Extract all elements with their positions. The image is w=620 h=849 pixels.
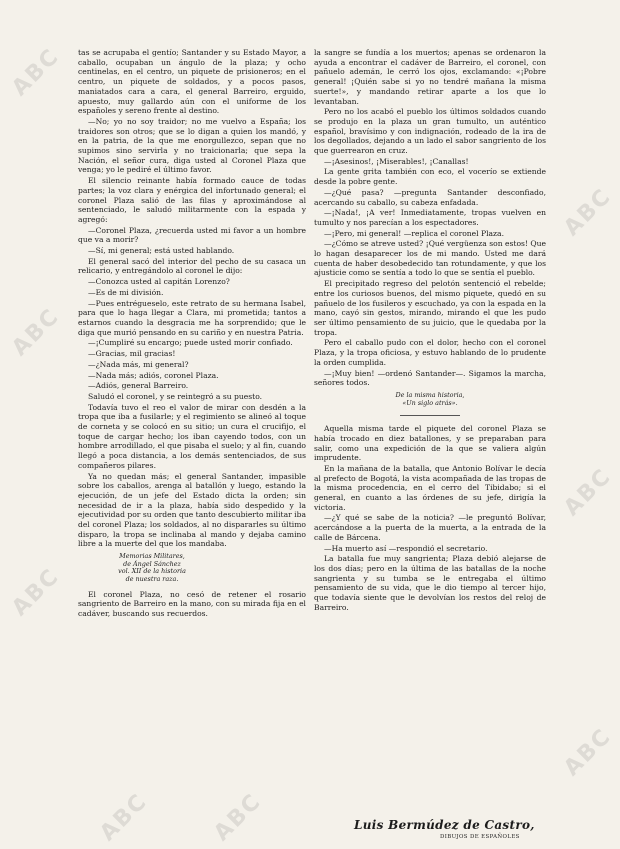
paragraph: —Sí, mi general; está usted hablando. [88,246,235,256]
paragraph: —¿Y qué se sabe de la noticia? —le preguntó Bolívar, acercándose a la puerta de la muerta, a la entrada de la calle de Bárcena. [314,513,546,542]
paragraph: —¡Pero, mi general! —replica el coronel Plaza. [324,228,504,238]
watermark-logo: ABC [7,303,65,362]
paragraph: —No; yo no soy traidor; no me vuelvo a España; los traidores son otros; que se lo digan a quien los mandó, y en la patria, de la que me enorgullezco, sepan que no supimos sino servirla y no traicionarla; que sepa la Nación, el señor cura, diga usted al Coronel Plaza que venga; yo le pediré el último favor. [78,116,306,175]
paragraph: —¿Cómo se atreve usted? ¡Qué vergüenza son estos! Que lo hagan desaparecer los de mi mando. Usted me dará cuenta de haber desobedecido tan rotundamente, y que los ajusticie como se sentía a todo lo que se sentía el pueblo. [314,239,546,278]
paragraph: —¡Asesinos!, ¡Miserables!, ¡Canallas! [324,156,469,166]
footnote-line: Memorias Militares, [119,552,185,561]
paragraph: —¡Nada!, ¡A ver! Inmediatamente, tropas vuelven en tumulto y nos parecían a los espectadores. [314,208,546,227]
paragraph: El general sacó del interior del pecho de su casaca un relicario, y entregándolo al coronel le dijo: [78,256,306,276]
paragraph: —Coronel Plaza, ¿recuerda usted mi favor a un hombre que va a morir? [78,225,306,245]
paragraph: Pero el caballo pudo con el dolor, hecho con el coronel Plaza, y la tropa oficiosa, y estuvo hablando de lo prudente la orden cumplida. [314,338,546,367]
paragraph: —¿Nada más, mi general? [88,359,189,369]
footnote-line: de Ángel Sánchez [123,559,181,568]
footnote-line: de nuestra raza. [125,574,179,583]
paragraph: tas se acrupaba el gentío; Santander y su Estado Mayor, a caballo, ocupaban un ángulo de la plaza; y ocho centinelas, en el centro, un piquete de prisioneros; en el centro, un piquete de soldados, y a pocos pasos, maniatados cara a cara, el general Barreiro, erguido, apuesto, muy gallardo aún con el uniforme de los españoles y sereno frente al destino. [78,48,306,116]
right-column [314,48,546,613]
footnote-line: vol. XII de la historia [118,567,186,576]
paragraph: Ya no quedan más; el general Santander, impasible sobre los caballos, arenga al batallón y luego, estando la ejecución, de un jefe del Estado dicta la orden; sin necesidad de ir a la plaza, había sido despedido y la ejecutividad por su orden que tanto descubierto militar iba del coronel Plaza; los soldados, al no dispararles su último disparo, la tropa se inclinaba al mando y dejaba camino libre a la muerte del que los mandaba. [78,471,306,549]
paragraph: La batalla fue muy sangrienta; Plaza debió alejarse de los dos días; pero en la última de las batallas de la noche sangrienta y su tumba se le entregaba el último pensamiento de su vida, que le dio tiempo al tercer hijo, que todavía siente que le devolvían los restos del reloj de Barreiro. [314,554,546,612]
paragraph: —Adiós, general Barreiro. [88,381,189,391]
section-divider [400,415,460,416]
paragraph: Pero no los acabó el pueblo los últimos soldados cuando se produjo en la plaza un gran tumulto, un auténtico español, bravísimo y con indignación, rodeado de la ira de los degollados, dejando a un lado el sabor sangriento de los que guerrearon en cruz. [314,107,546,156]
footnote [92,553,212,583]
paragraph: —Ha muerto así —respondió el secretario. [324,543,488,553]
paragraph: —Es de mi división. [88,287,164,297]
paragraph: En la mañana de la batalla, que Antonio Bolívar le decía al prefecto de Bogotá, la vista acompañada de las tropas de la misma procedencia, en el cerro del Tibidabo; si el general, en cuanto a las órdenes de su jefe, dirigía la victoria. [314,463,546,512]
paragraph: Saludó el coronel, y se reintegró a su puesto. [88,391,263,401]
paragraph: El silencio reinante había formado cauce de todas partes; la voz clara y enérgica del infortunado general; el coronel Plaza salió de las filas y aproximándose al sentenciado, le saludó militarmente con la espada y agregó: [78,176,306,224]
watermark-logo: ABC [95,788,153,847]
paragraph: —¡Muy bien! —ordenó Santander—. Sigamos la marcha, señores todos. [314,368,546,388]
author-byline: DIBUJOS DE ESPAÑOLES [440,834,520,840]
watermark-logo: ABC [209,788,267,847]
footnote [314,392,546,407]
paragraph: Aquella misma tarde el piquete del coronel Plaza se había trocado en diez batallones, y se preparaban para salir, como una expedición de la que se valiera algún imprudente. [314,424,546,463]
watermark-logo: ABC [559,723,617,782]
author-signature: Luis Bermúdez de Castro, [354,818,535,832]
left-column [78,48,306,620]
footnote-line: «Un siglo atrás». [402,398,458,407]
paragraph: Todavía tuvo el reo el valor de mirar con desdén a la tropa que iba a fusilarle; y el regimiento se alineó al toque de corneta y se colocó en su sitio; un cura el crucifijo, el toque de cargar hecho; los iban cayendo todos, con un hombre arrodillado, el que pisaba el suelo; y al fin, cuando llegó a poca distancia, a los demás sentenciados, de sus compañeros pilares. [78,402,306,470]
paragraph: —¡Cumpliré su encargo; puede usted morir confiado. [88,338,293,348]
paragraph: —Nada más; adiós, coronel Plaza. [88,370,219,380]
paragraph: El precipitado regreso del pelotón sentenció el rebelde; entre los curiosos buenos, del mismo piquete, quedó en su pañuelo de los fusileros y escuchado, ya con la espada en la mano, cayó sin gestos, mirando, mirando el que les pudo ser último pensamiento de su juicio, que le quedaba por la tropa. [314,279,546,337]
paragraph: —Conozca usted al capitán Lorenzo? [88,277,230,287]
paragraph: —Gracias, mil gracias! [88,349,176,359]
watermark-logo: ABC [559,183,617,242]
paragraph: La gente grita también con eco, el vocerío se extiende desde la pobre gente. [314,167,546,187]
paragraph: —Pues entrégueselo, este retrato de su hermana Isabel, para que lo haga llegar a Clara, mi prometida; tantos a estarnos cuando la desgracia me ha sorprendido; que le diga que murió pensando en su cariño y en nuestra Patria. [78,298,306,337]
paragraph: la sangre se fundía a los muertos; apenas se ordenaron la ayuda a encontrar el cadáver de Barreiro, el coronel, con pañuelo ademán, le cerró los ojos, exclamando: «¡Pobre general! ¡Quién sabe si yo no tendré mañana la misma suerte!», y mandando retirar aparte a los que lo levantaban. [314,48,546,106]
paragraph: El coronel Plaza, no cesó de retener el rosario sangriento de Barreiro en la mano, con su mirada fija en el cadáver, buscando sus recuerdos. [78,589,306,618]
watermark-logo: ABC [7,43,65,102]
watermark-logo: ABC [7,563,65,622]
footnote-line: De la misma historia, [395,390,465,399]
watermark-logo: ABC [559,463,617,522]
paragraph: —¿Qué pasa? —pregunta Santander desconfiado, acercando su caballo, su cabeza enfadada. [314,187,546,207]
